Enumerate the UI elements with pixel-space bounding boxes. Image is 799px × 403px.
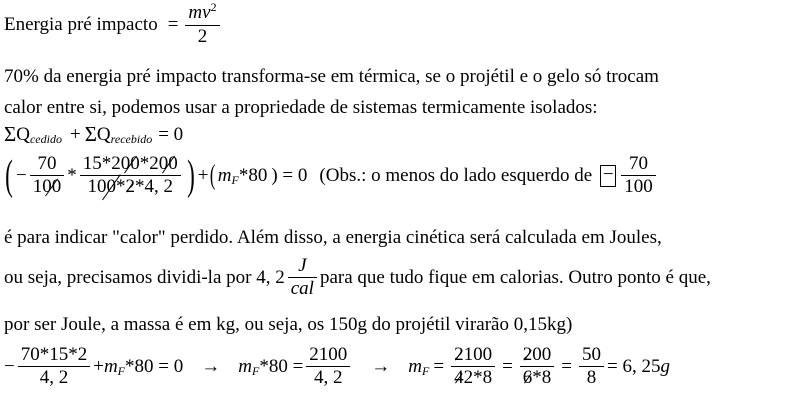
heat-balance-equation: ( − $\frac{70}{100}$ * $\frac{15*200*200}{100*2*4, 2}$ ) + ( m F *80 ) = 0 (Obs.: o menos do lado esquerdo de − $\frac{70}{100}$	[2, 153, 659, 198]
obs-note: (Obs.: o menos do lado esquerdo de	[319, 164, 593, 186]
kinetic-fraction	[185, 2, 219, 48]
fraction-kinetic-energy: $\frac{15*200*200}{100*2*4, 2}$	[80, 153, 181, 198]
paragraph-line: calor entre si, podemos usar a propriedade de sistemas termicamente isolados:	[4, 97, 598, 118]
energy-label: Energia pré impacto	[4, 14, 158, 35]
kinetic-energy-line	[4, 2, 223, 48]
paragraph-line: 70% da energia pré impacto transforma-se em térmica, se o projétil e o gelo só trocam	[4, 66, 659, 87]
arrow-icon: →	[371, 355, 391, 377]
fraction-J-cal: $\frac{J}{\text{cal}}$	[288, 255, 317, 300]
fraction-70-100: $\frac{70}{100}$	[30, 153, 65, 198]
paragraph-line: por ser Joule, a massa é em kg, ou seja, os 150g do projétil virarão 0,15kg)	[4, 314, 573, 335]
boxed-minus: −	[600, 165, 616, 187]
mv-numerator: mv	[188, 2, 211, 23]
squared-exponent: 2	[210, 0, 217, 14]
equals-sign: =	[167, 14, 179, 35]
denominator-2: 2	[197, 26, 208, 47]
fraction-obs-70-100: $\frac{70}{100}$	[621, 153, 656, 198]
arrow-icon: →	[201, 355, 221, 377]
sum-heat-equation: Σ Q cedido + Σ Q recebido = 0	[4, 122, 184, 146]
final-equation: − $\frac{70*15*2}{4, 2}$ + m F *80 = 0 → m F *80 = $\frac{2100}{4, 2}$ → m F = $\frac{2100}{42*8}$ = $\frac{200}{6*8}$ = $\frac{50}{8}$ = 6, 25 g	[4, 344, 670, 388]
paragraph-line: é para indicar "calor" perdido. Além disso, a energia cinética será calculada em Joules,	[4, 227, 662, 248]
paragraph-line-with-fraction: ou seja, precisamos dividi-la por 4, 2 $\frac{J}{\text{cal}}$ para que tudo fique em calorias. Outro ponto é que,	[4, 255, 711, 299]
